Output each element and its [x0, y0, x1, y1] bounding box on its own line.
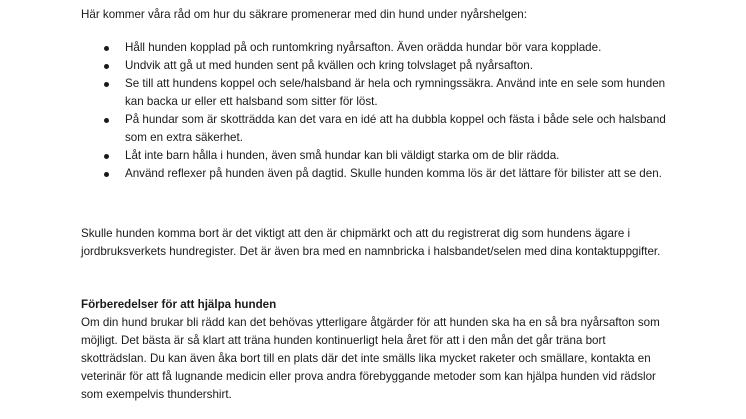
list-item-text: Se till att hundens koppel och sele/halsband är hela och rymningssäkra. Använd inte en sele som hunden kan backa ur eller ett halsband som sitter för löst. — [125, 77, 666, 108]
bullet-icon — [104, 118, 109, 123]
bullet-icon — [104, 82, 109, 87]
chip-paragraph: Skulle hunden komma bort är det viktigt att den är chipmärkt och att du registrerat dig som hundens ägare i jordbruksverkets hundregister. Det är även bra med en namnbricka i halsbandet/selen med dina kontaktuppgifter. — [81, 227, 661, 258]
list-item-text: Håll hunden kopplad på och runtomkring nyårsafton. Även orädda hundar bör vara kopplade. — [125, 41, 602, 54]
list-item-text: Låt inte barn hålla i hunden, även små hundar kan bli väldigt starka om de blir rädda. — [125, 149, 560, 162]
bullet-icon — [104, 64, 109, 69]
bullet-icon — [104, 46, 109, 51]
list-item — [81, 165, 671, 183]
prep-paragraph: Om din hund brukar bli rädd kan det behövas ytterligare åtgärder för att hunden ska ha en så bra nyårsafton som möjligt. Det bästa är så klart att träna hunden kontinuerligt hela året för att i den mån det går träna bort skotträdslan. Du kan även åka bort till en plats där det inte smälls lika mycket raketer och smällare, kontakta en veterinär för att få lugnande medicin eller prova andra förebyggande metoder som kan hjälpa hunden vid rädslor som exempelvis thundershirt. — [81, 316, 660, 401]
list-item — [81, 39, 671, 57]
list-item-text: På hundar som är skotträdda kan det vara en idé att ha dubbla koppel och fästa i både sele och halsband som en extra säkerhet. — [125, 113, 666, 144]
section-heading: Förberedelser för att hjälpa hunden — [81, 298, 277, 311]
list-item — [81, 57, 671, 75]
list-item — [81, 75, 671, 111]
list-item-text: Undvik att gå ut med hunden sent på kvällen och kring tolvslaget på nyårsafton. — [125, 59, 533, 72]
bullet-icon — [104, 172, 109, 177]
advice-list — [81, 39, 671, 183]
bullet-icon — [104, 154, 109, 159]
list-item — [81, 111, 671, 147]
list-item — [81, 147, 671, 165]
intro-paragraph: Här kommer våra råd om hur du säkrare promenerar med din hund under nyårshelgen: — [81, 8, 527, 21]
list-item-text: Använd reflexer på hunden även på dagtid. Skulle hunden komma lös är det lättare för bilister att se den. — [125, 167, 662, 180]
